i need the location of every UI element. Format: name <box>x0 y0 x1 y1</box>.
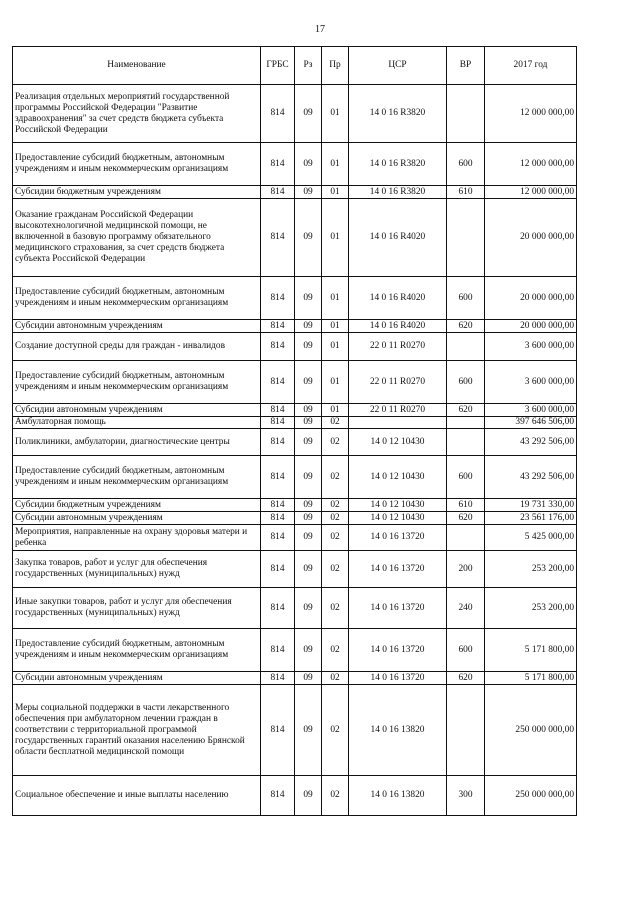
table-row <box>13 776 577 816</box>
row-amount: 20 000 000,00 <box>485 320 577 333</box>
row-vr: 610 <box>447 499 485 512</box>
row-rz: 09 <box>295 404 322 417</box>
row-pr: 02 <box>322 429 349 456</box>
row-amount: 43 292 506,00 <box>485 429 577 456</box>
row-pr: 02 <box>322 588 349 629</box>
header-grbs: ГРБС <box>261 47 295 85</box>
table-row <box>13 361 577 404</box>
row-name: Создание доступной среды для граждан - инвалидов <box>13 333 261 361</box>
row-vr: 610 <box>447 186 485 199</box>
table-row <box>13 525 577 551</box>
row-rz: 09 <box>295 429 322 456</box>
row-amount: 23 561 176,00 <box>485 512 577 525</box>
table-row <box>13 186 577 199</box>
row-grbs: 814 <box>261 186 295 199</box>
header-rz: Рз <box>295 47 322 85</box>
row-grbs: 814 <box>261 512 295 525</box>
row-name: Иные закупки товаров, работ и услуг для обеспечения государственных (муниципальных) нужд <box>13 588 261 629</box>
row-rz: 09 <box>295 277 322 320</box>
row-name: Предоставление субсидий бюджетным, автономным учреждениям и иным некоммерческим организациям <box>13 629 261 672</box>
row-pr: 02 <box>322 525 349 551</box>
row-amount: 3 600 000,00 <box>485 404 577 417</box>
row-pr: 02 <box>322 417 349 429</box>
table-row <box>13 456 577 499</box>
row-amount: 3 600 000,00 <box>485 361 577 404</box>
row-vr: 620 <box>447 320 485 333</box>
row-name: Оказание гражданам Российской Федерации высокотехнологичной медицинской помощи, не включенной в базовую программу обязательного медицинского страхования, за счет средств бюджета субъекта Российской Федерации <box>13 199 261 277</box>
row-pr: 01 <box>322 404 349 417</box>
table-row <box>13 551 577 588</box>
row-csr: 14 0 16 R3820 <box>349 186 447 199</box>
row-pr: 02 <box>322 629 349 672</box>
row-vr: 600 <box>447 143 485 186</box>
row-vr <box>447 685 485 776</box>
row-name: Предоставление субсидий бюджетным, автономным учреждениям и иным некоммерческим организациям <box>13 361 261 404</box>
row-csr: 14 0 12 10430 <box>349 499 447 512</box>
row-amount: 5 171 800,00 <box>485 629 577 672</box>
row-vr <box>447 525 485 551</box>
row-grbs: 814 <box>261 588 295 629</box>
row-grbs: 814 <box>261 525 295 551</box>
row-csr: 14 0 16 13720 <box>349 629 447 672</box>
row-name: Предоставление субсидий бюджетным, автономным учреждениям и иным некоммерческим организациям <box>13 456 261 499</box>
row-pr: 02 <box>322 512 349 525</box>
row-amount: 19 731 330,00 <box>485 499 577 512</box>
row-rz: 09 <box>295 588 322 629</box>
row-csr: 14 0 16 R4020 <box>349 320 447 333</box>
row-rz: 09 <box>295 551 322 588</box>
row-pr: 02 <box>322 672 349 685</box>
row-pr: 02 <box>322 499 349 512</box>
row-csr: 14 0 16 13720 <box>349 588 447 629</box>
table-row <box>13 277 577 320</box>
table-row <box>13 417 577 429</box>
row-csr: 14 0 16 13820 <box>349 776 447 816</box>
row-rz: 09 <box>295 85 322 143</box>
row-name: Предоставление субсидий бюджетным, автономным учреждениям и иным некоммерческим организациям <box>13 277 261 320</box>
row-grbs: 814 <box>261 199 295 277</box>
row-vr <box>447 85 485 143</box>
row-name: Амбулаторная помощь <box>13 417 261 429</box>
row-name: Предоставление субсидий бюджетным, автономным учреждениям и иным некоммерческим организациям <box>13 143 261 186</box>
row-csr <box>349 417 447 429</box>
row-csr: 14 0 16 13720 <box>349 525 447 551</box>
row-amount: 12 000 000,00 <box>485 85 577 143</box>
row-name: Субсидии автономным учреждениям <box>13 404 261 417</box>
row-grbs: 814 <box>261 672 295 685</box>
row-vr: 600 <box>447 629 485 672</box>
header-csr: ЦСР <box>349 47 447 85</box>
row-pr: 01 <box>322 277 349 320</box>
table-row <box>13 672 577 685</box>
row-vr <box>447 333 485 361</box>
row-rz: 09 <box>295 629 322 672</box>
row-amount: 250 000 000,00 <box>485 776 577 816</box>
row-rz: 09 <box>295 320 322 333</box>
row-pr: 02 <box>322 776 349 816</box>
row-amount: 12 000 000,00 <box>485 143 577 186</box>
row-pr: 01 <box>322 85 349 143</box>
table-row <box>13 85 577 143</box>
row-name: Меры социальной поддержки в части лекарственного обеспечения при амбулаторном лечении граждан в соответствии с территориальной программой государственных гарантий оказания населению Брянской области бесплатной медицинской помощи <box>13 685 261 776</box>
table-body <box>13 85 577 816</box>
table-row <box>13 333 577 361</box>
row-vr: 620 <box>447 512 485 525</box>
row-csr: 14 0 16 R4020 <box>349 199 447 277</box>
row-amount: 20 000 000,00 <box>485 277 577 320</box>
row-vr: 300 <box>447 776 485 816</box>
row-grbs: 814 <box>261 776 295 816</box>
row-csr: 22 0 11 R0270 <box>349 404 447 417</box>
row-vr: 200 <box>447 551 485 588</box>
row-amount: 3 600 000,00 <box>485 333 577 361</box>
row-pr: 01 <box>322 186 349 199</box>
row-csr: 22 0 11 R0270 <box>349 361 447 404</box>
header-name: Наименование <box>13 47 261 85</box>
row-grbs: 814 <box>261 551 295 588</box>
table-row <box>13 199 577 277</box>
row-grbs: 814 <box>261 361 295 404</box>
row-grbs: 814 <box>261 320 295 333</box>
row-csr: 14 0 16 R3820 <box>349 85 447 143</box>
row-csr: 22 0 11 R0270 <box>349 333 447 361</box>
row-pr: 01 <box>322 361 349 404</box>
row-grbs: 814 <box>261 629 295 672</box>
row-name: Субсидии бюджетным учреждениям <box>13 499 261 512</box>
row-csr: 14 0 16 R4020 <box>349 277 447 320</box>
row-amount: 397 646 506,00 <box>485 417 577 429</box>
row-vr: 240 <box>447 588 485 629</box>
row-vr: 620 <box>447 672 485 685</box>
table-row <box>13 143 577 186</box>
header-vr: ВР <box>447 47 485 85</box>
row-rz: 09 <box>295 499 322 512</box>
row-rz: 09 <box>295 143 322 186</box>
row-vr: 600 <box>447 361 485 404</box>
row-name: Реализация отдельных мероприятий государственной программы Российской Федерации "Развитие здравоохранения" за счет средств бюджета субъекта Российской Федерации <box>13 85 261 143</box>
row-name: Социальное обеспечение и иные выплаты населению <box>13 776 261 816</box>
header-pr: Пр <box>322 47 349 85</box>
row-csr: 14 0 16 13720 <box>349 672 447 685</box>
row-grbs: 814 <box>261 417 295 429</box>
row-pr: 01 <box>322 333 349 361</box>
row-name: Мероприятия, направленные на охрану здоровья матери и ребенка <box>13 525 261 551</box>
row-pr: 02 <box>322 456 349 499</box>
row-rz: 09 <box>295 333 322 361</box>
row-grbs: 814 <box>261 499 295 512</box>
row-rz: 09 <box>295 456 322 499</box>
row-pr: 01 <box>322 320 349 333</box>
table-row <box>13 499 577 512</box>
row-vr: 600 <box>447 277 485 320</box>
row-rz: 09 <box>295 525 322 551</box>
row-grbs: 814 <box>261 456 295 499</box>
row-csr: 14 0 16 13720 <box>349 551 447 588</box>
row-rz: 09 <box>295 685 322 776</box>
row-name: Субсидии автономным учреждениям <box>13 672 261 685</box>
row-amount: 5 425 000,00 <box>485 525 577 551</box>
row-grbs: 814 <box>261 333 295 361</box>
row-rz: 09 <box>295 186 322 199</box>
row-vr <box>447 429 485 456</box>
row-amount: 253 200,00 <box>485 551 577 588</box>
row-rz: 09 <box>295 672 322 685</box>
page-number: 17 <box>315 24 325 35</box>
row-grbs: 814 <box>261 429 295 456</box>
row-vr: 620 <box>447 404 485 417</box>
row-amount: 12 000 000,00 <box>485 186 577 199</box>
row-pr: 02 <box>322 551 349 588</box>
row-rz: 09 <box>295 417 322 429</box>
table-row <box>13 629 577 672</box>
row-amount: 253 200,00 <box>485 588 577 629</box>
row-rz: 09 <box>295 776 322 816</box>
row-csr: 14 0 12 10430 <box>349 456 447 499</box>
row-rz: 09 <box>295 512 322 525</box>
row-grbs: 814 <box>261 85 295 143</box>
row-rz: 09 <box>295 199 322 277</box>
row-csr: 14 0 16 13820 <box>349 685 447 776</box>
row-csr: 14 0 12 10430 <box>349 429 447 456</box>
header-row <box>13 47 577 85</box>
row-vr: 600 <box>447 456 485 499</box>
row-name: Поликлиники, амбулатории, диагностические центры <box>13 429 261 456</box>
table-row <box>13 512 577 525</box>
table-row <box>13 320 577 333</box>
row-csr: 14 0 12 10430 <box>349 512 447 525</box>
row-vr <box>447 417 485 429</box>
budget-table <box>12 46 577 816</box>
row-amount: 43 292 506,00 <box>485 456 577 499</box>
row-name: Субсидии бюджетным учреждениям <box>13 186 261 199</box>
row-pr: 02 <box>322 685 349 776</box>
row-amount: 5 171 800,00 <box>485 672 577 685</box>
row-rz: 09 <box>295 361 322 404</box>
table-row <box>13 588 577 629</box>
table-row <box>13 429 577 456</box>
row-name: Субсидии автономным учреждениям <box>13 320 261 333</box>
table-row <box>13 685 577 776</box>
table-row <box>13 404 577 417</box>
row-pr: 01 <box>322 199 349 277</box>
row-grbs: 814 <box>261 685 295 776</box>
row-amount: 20 000 000,00 <box>485 199 577 277</box>
row-grbs: 814 <box>261 143 295 186</box>
row-name: Закупка товаров, работ и услуг для обеспечения государственных (муниципальных) нужд <box>13 551 261 588</box>
header-year: 2017 год <box>485 47 577 85</box>
row-pr: 01 <box>322 143 349 186</box>
row-csr: 14 0 16 R3820 <box>349 143 447 186</box>
row-name: Субсидии автономным учреждениям <box>13 512 261 525</box>
row-grbs: 814 <box>261 277 295 320</box>
row-grbs: 814 <box>261 404 295 417</box>
row-amount: 250 000 000,00 <box>485 685 577 776</box>
row-vr <box>447 199 485 277</box>
